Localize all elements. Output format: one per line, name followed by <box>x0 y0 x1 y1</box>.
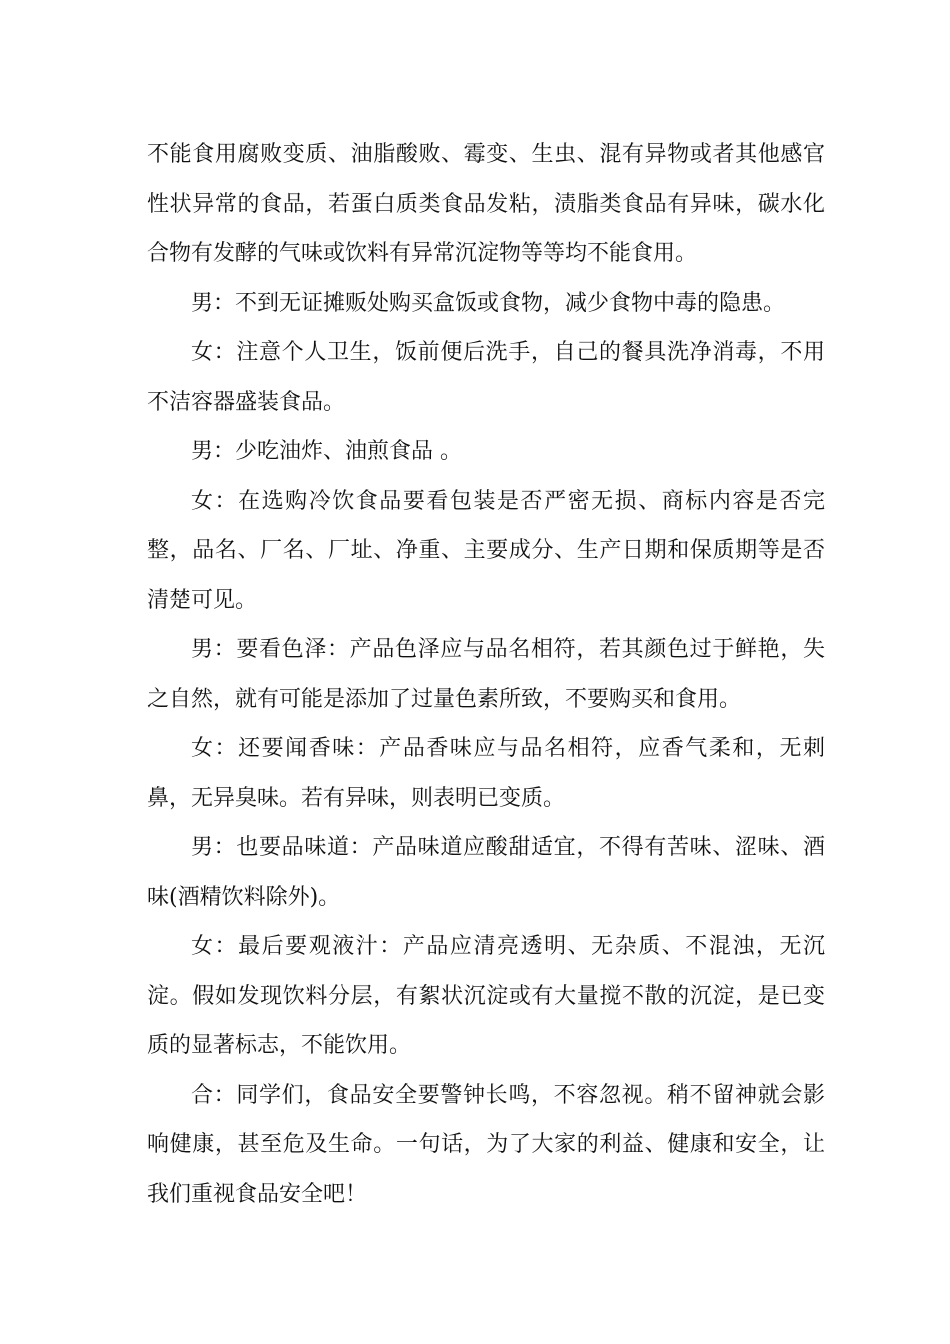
paragraph-together: 合：同学们，食品安全要警钟长鸣，不容忽视。稍不留神就会影响健康，甚至危及生命。一句话，为了大家的利益、健康和安全，让我们重视食品安全吧！ <box>147 1082 825 1207</box>
paragraph-male-1: 男：不到无证摊贩处购买盒饭或食物，减少食物中毒的隐患。 <box>191 290 786 316</box>
paragraph-male-3: 男：要看色泽：产品色泽应与品名相符，若其颜色过于鲜艳，失之自然，就有可能是添加了过量色素所致，不要购买和食用。 <box>147 637 825 712</box>
paragraph-continuation: 不能食用腐败变质、油脂酸败、霉变、生虫、混有异物或者其他感官性状异常的食品，若蛋白质类食品发粘，渍脂类食品有异味，碳水化合物有发酵的气味或饮料有异常沉淀物等等均不能食用。 <box>147 142 825 266</box>
document-body <box>147 130 825 1219</box>
paragraph-male-2: 男：少吃油炸、油煎食品 。 <box>191 439 462 464</box>
paragraph-female-1: 女：注意个人卫生，饭前便后洗手，自己的餐具洗净消毒，不用不洁容器盛装食品。 <box>147 340 825 415</box>
paragraph-male-4: 男：也要品味道：产品味道应酸甜适宜，不得有苦味、涩味、酒味(酒精饮料除外)。 <box>147 835 825 910</box>
paragraph-female-4: 女：最后要观液汁：产品应清亮透明、无杂质、不混浊，无沉淀。假如发现饮料分层，有絮状沉淀或有大量搅不散的沉淀，是已变质的显著标志，不能饮用。 <box>147 934 825 1058</box>
paragraph-female-2: 女：在选购冷饮食品要看包装是否严密无损、商标内容是否完整，品名、厂名、厂址、净重、主要成分、生产日期和保质期等是否清楚可见。 <box>147 488 825 613</box>
paragraph-female-3: 女：还要闻香味：产品香味应与品名相符，应香气柔和，无刺鼻，无异臭味。若有异味，则表明已变质。 <box>147 736 825 811</box>
